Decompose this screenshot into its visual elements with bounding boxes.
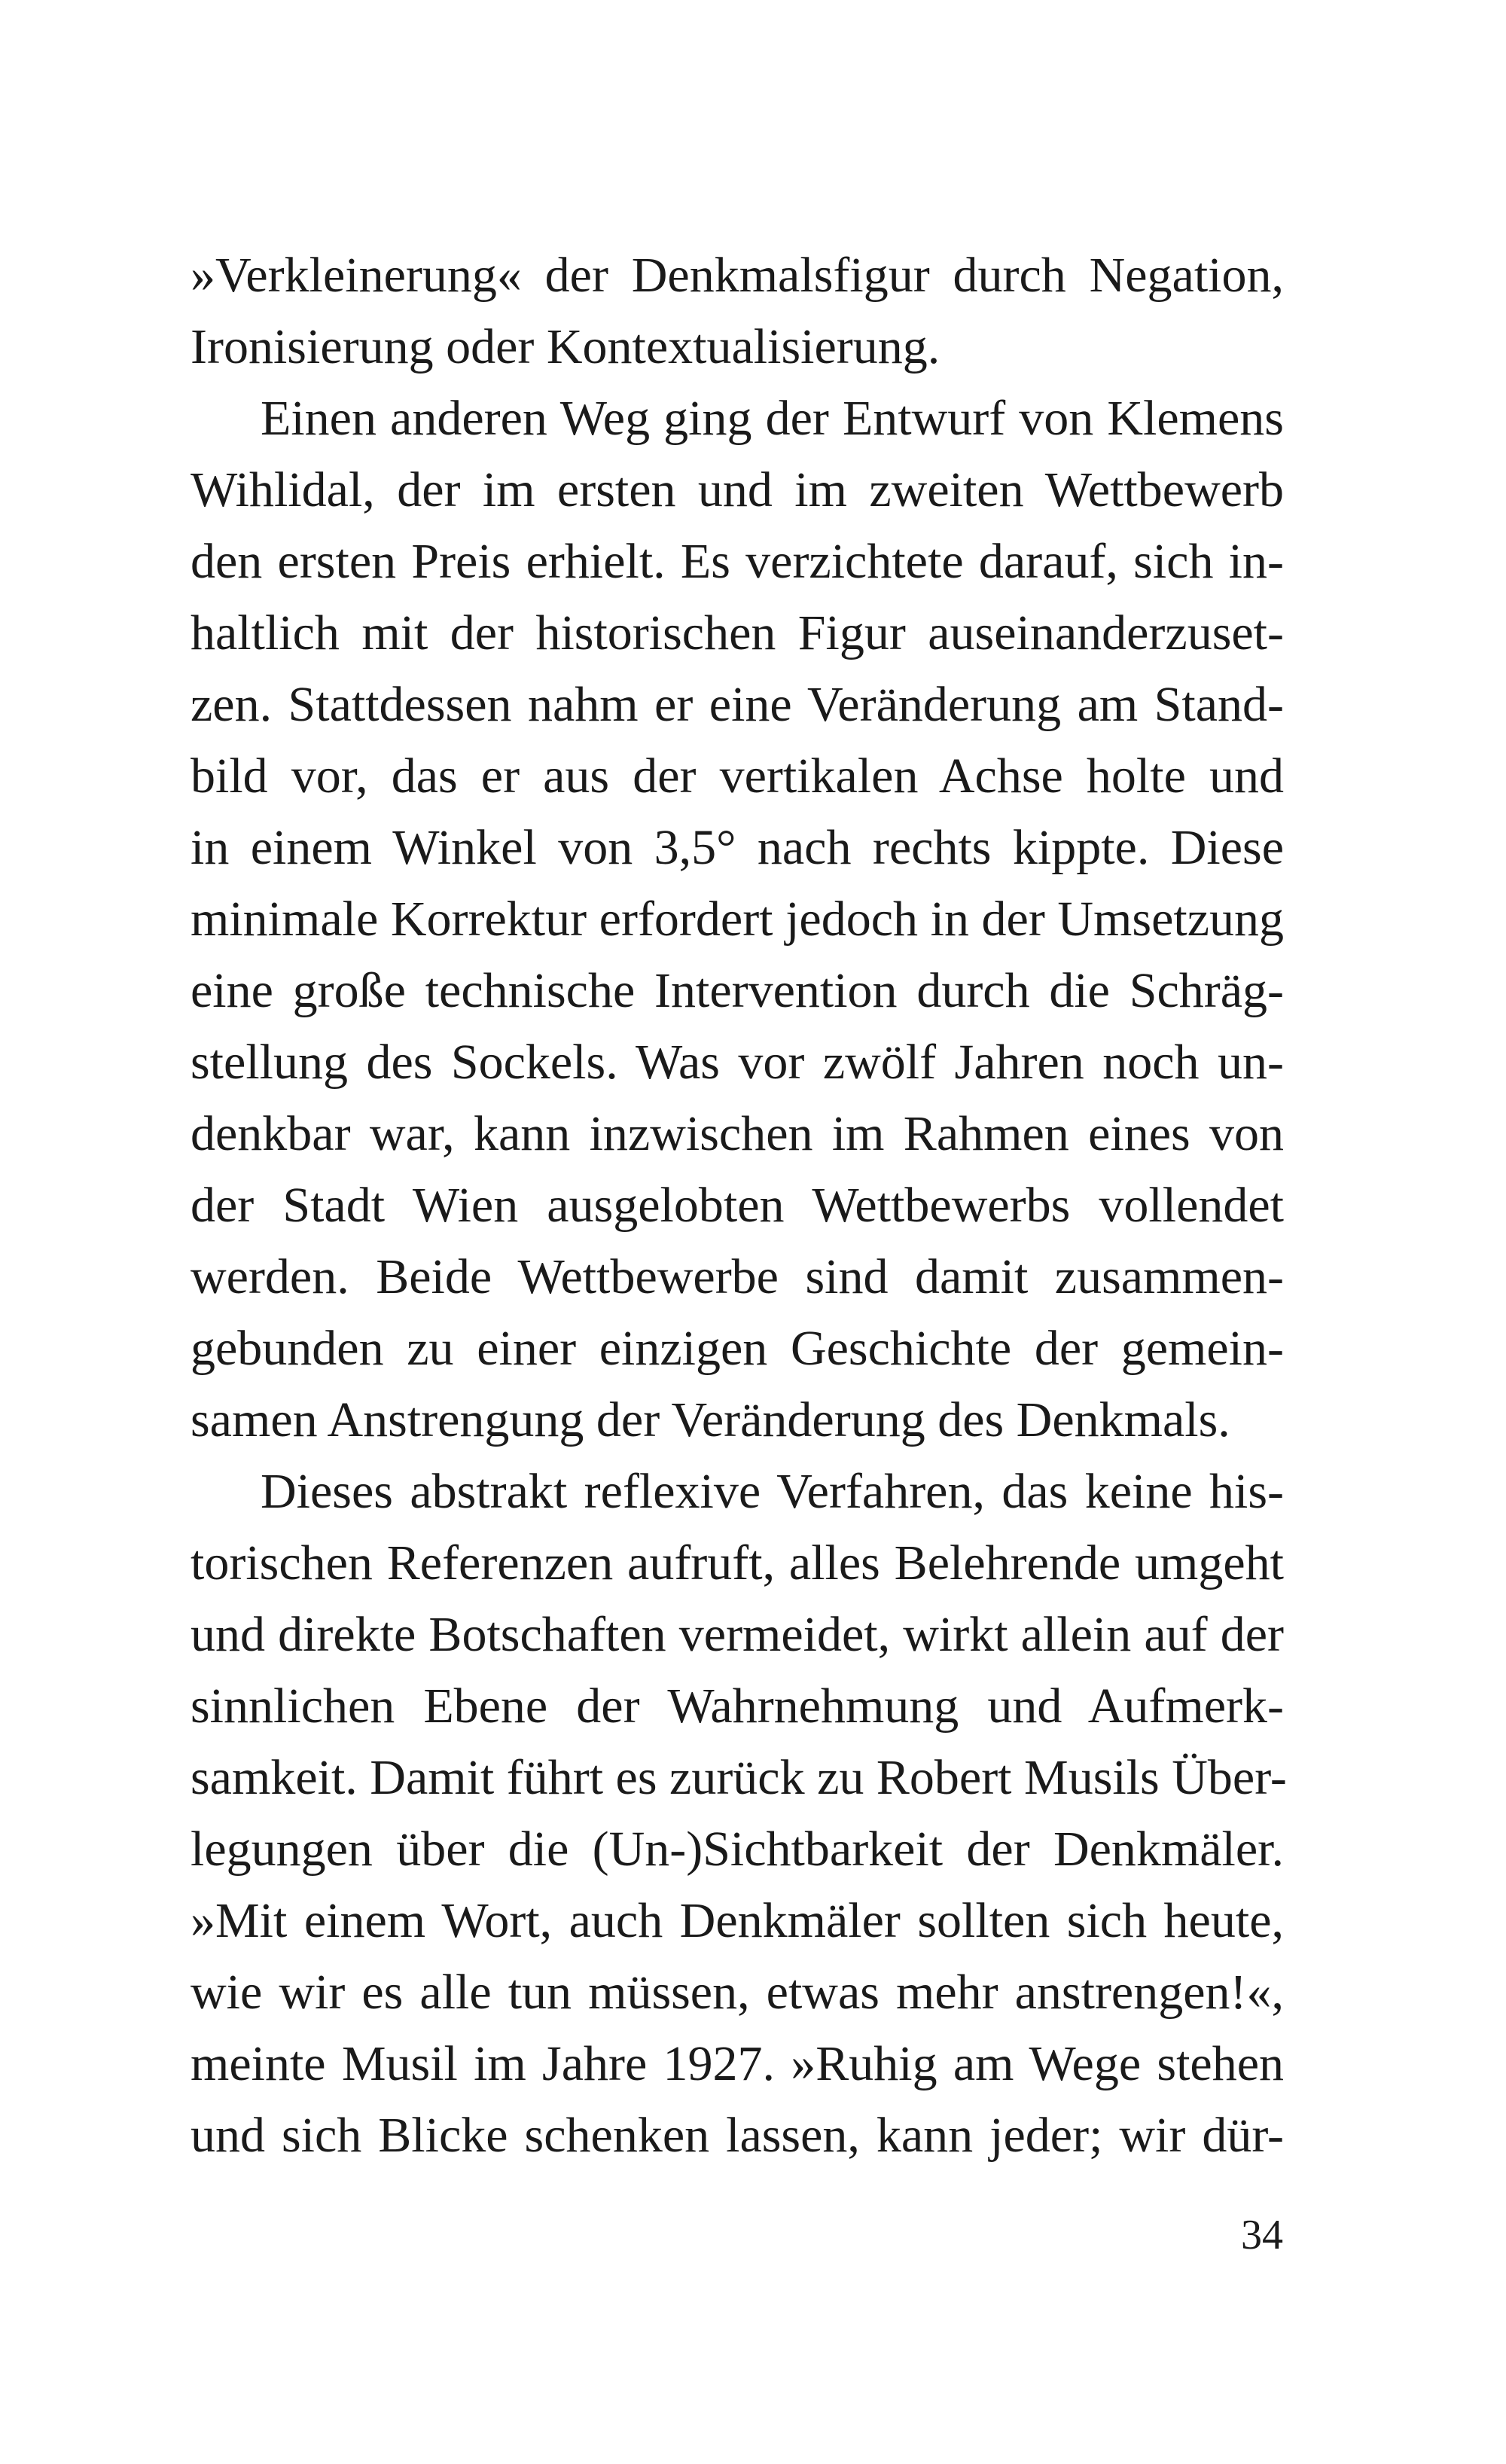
text-line: Wihlidal, der im ersten und im zweiten Wettbewerb <box>191 462 1284 517</box>
paragraph-start-line: Einen anderen Weg ging der Entwurf von Klemens <box>261 391 1284 446</box>
text-line: haltlich mit der historischen Figur auseinanderzuset- <box>191 605 1284 660</box>
text-line: Ironisierung oder Kontextualisierung. <box>191 319 940 374</box>
text-line: legungen über die (Un-)Sichtbarkeit der Denkmäler. <box>191 1822 1284 1877</box>
text-line: samen Anstrengung der Veränderung des Denkmals. <box>191 1392 1230 1447</box>
text-line: werden. Beide Wettbewerbe sind damit zusammen- <box>191 1249 1284 1304</box>
text-line: der Stadt Wien ausgelobten Wettbewerbs vollendet <box>191 1178 1284 1233</box>
text-line: »Mit einem Wort, auch Denkmäler sollten sich heute, <box>191 1893 1284 1948</box>
text-line: stellung des Sockels. Was vor zwölf Jahren noch un- <box>191 1035 1284 1090</box>
body-text <box>191 239 1287 2171</box>
text-line: gebunden zu einer einzigen Geschichte der gemein- <box>191 1321 1284 1376</box>
page-number: 34 <box>1241 2212 1283 2258</box>
text-line: und direkte Botschaften vermeidet, wirkt allein auf der <box>191 1607 1284 1662</box>
text-line: wie wir es alle tun müssen, etwas mehr anstrengen!«, <box>191 1965 1284 2020</box>
text-line: in einem Winkel von 3,5° nach rechts kippte. Diese <box>191 820 1284 875</box>
text-line: und sich Blicke schenken lassen, kann jeder; wir dür- <box>191 2108 1284 2163</box>
text-line: samkeit. Damit führt es zurück zu Robert Musils Über- <box>191 1750 1287 1805</box>
text-line: sinnlichen Ebene der Wahrnehmung und Aufmerk- <box>191 1679 1284 1734</box>
text-line: bild vor, das er aus der vertikalen Achse holte und <box>191 749 1284 804</box>
paragraph-start-line: Dieses abstrakt reflexive Verfahren, das keine his- <box>261 1464 1284 1519</box>
text-line: den ersten Preis erhielt. Es verzichtete darauf, sich in- <box>191 534 1284 589</box>
text-line: torischen Referenzen aufruft, alles Belehrende umgeht <box>191 1535 1284 1590</box>
text-line: eine große technische Intervention durch die Schräg- <box>191 963 1284 1018</box>
text-line: denkbar war, kann inzwischen im Rahmen eines von <box>191 1106 1284 1161</box>
text-line: zen. Stattdessen nahm er eine Veränderung am Stand- <box>191 677 1284 732</box>
text-line: meinte Musil im Jahre 1927. »Ruhig am Wege stehen <box>191 2036 1284 2091</box>
text-line: »Verkleinerung« der Denkmalsfigur durch Negation, <box>191 248 1284 303</box>
text-line: minimale Korrektur erfordert jedoch in der Umsetzung <box>191 892 1284 947</box>
